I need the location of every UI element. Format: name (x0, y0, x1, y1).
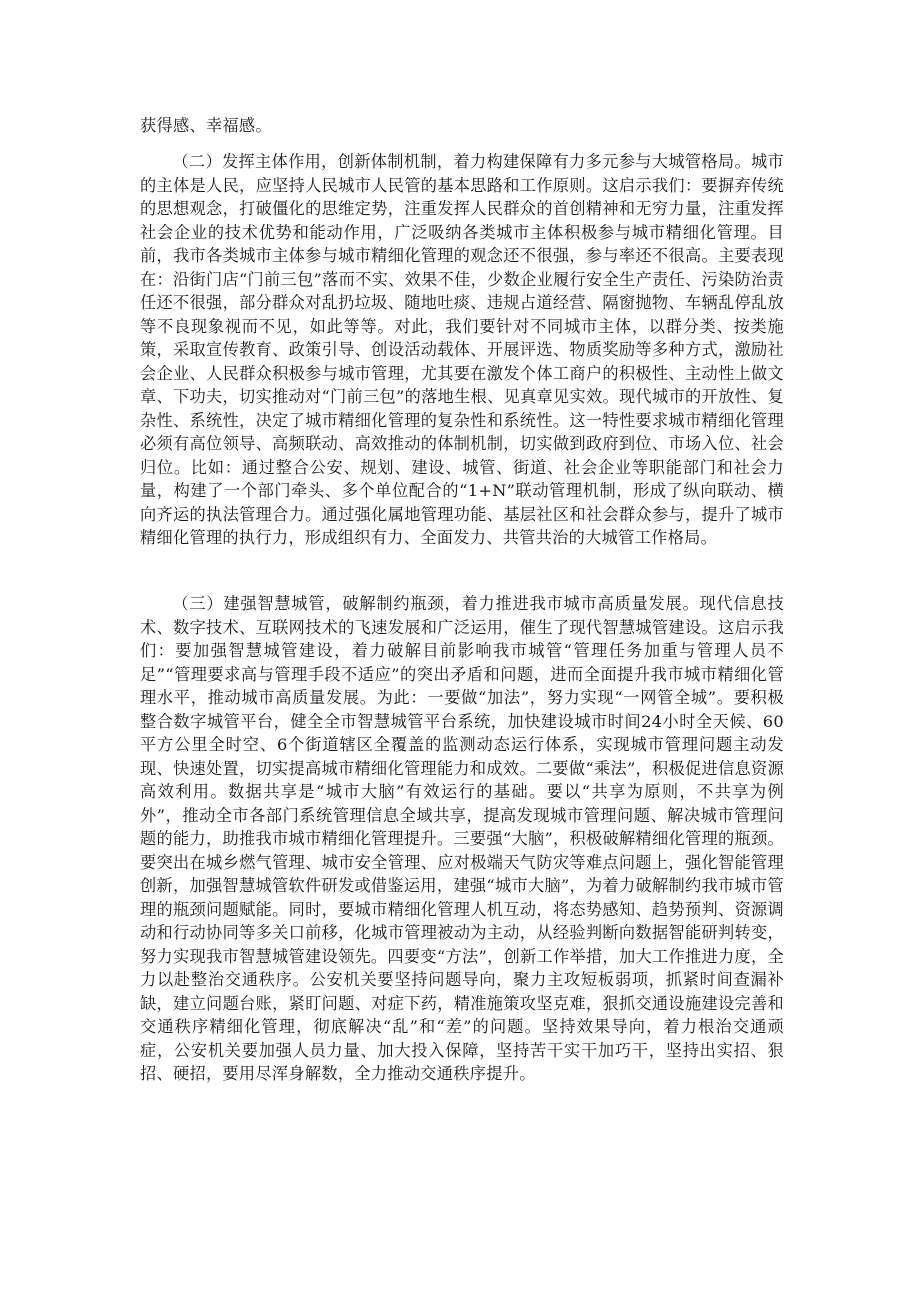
paragraph-section-two: （二）发挥主体作用，创新体制机制，着力构建保障有力多元参与大城管格局。城市的主体是人民，应坚持人民城市人民管的基本思路和工作原则。这启示我们：要摒弃传统的思想观念，打破僵化的思维定势，注重发挥人民群众的首创精神和无穷力量，注重发挥社会企业的技术优势和能动作用，广泛吸纳各类城市主体积极参与城市精细化管理。目前，我市各类城市主体参与城市精细化管理的观念还不很强，参与率还不很高。主要表现在：沿街门店“门前三包”落而不实、效果不佳，少数企业履行安全生产责任、污染防治责任还不很强，部分群众对乱扔垃圾、随地吐痰、违规占道经营、隔窗抛物、车辆乱停乱放等不良现象视而不见，如此等等。对此，我们要针对不同城市主体，以群分类、按类施策，采取宣传教育、政策引导、创设活动载体、开展评选、物质奖励等多种方式，激励社会企业、人民群众积极参与城市管理，尤其要在激发个体工商户的积极性、主动性上做文章、下功夫，切实推动对“门前三包”的落地生根、见真章见实效。现代城市的开放性、复杂性、系统性，决定了城市精细化管理的复杂性和系统性。这一特性要求城市精细化管理必须有高位领导、高频联动、高效推动的体制机制，切实做到政府到位、市场入位、社会归位。比如：通过整合公安、规划、建设、城管、街道、社会企业等职能部门和社会力量，构建了一个部门牵头、多个单位配合的“1+N”联动管理机制，形成了纵向联动、横向齐运的执法管理合力。通过强化属地管理功能、基层社区和社会群众参与，提升了城市精细化管理的执行力，形成组织有力、全面发力、共管共治的大城管工作格局。 (140, 152, 784, 547)
lead-line: 获得感、幸福感。 (140, 116, 272, 135)
section-three (140, 592, 784, 1086)
paragraph-section-three: （三）建强智慧城管，破解制约瓶颈，着力推进我市城市高质量发展。现代信息技术、数字技术、互联网技术的飞速发展和广泛运用，催生了现代智慧城管建设。这启示我们：要加强智慧城管建设，着力破解目前影响我市城管“管理任务加重与管理人员不足”“管理要求高与管理手段不适应”的突出矛盾和问题，进而全面提升我市城市精细化管理水平，推动城市高质量发展。为此：一要做“加法”，努力实现“一网管全城”。要积极整合数字城管平台，健全全市智慧城管平台系统，加快建设城市时间24小时全天候、60平方公里全时空、6个街道辖区全覆盖的监测动态运行体系，实现城市管理问题主动发现、快速处置，切实提高城市精细化管理能力和成效。二要做“乘法”，积极促进信息资源高效利用。数据共享是“城市大脑”有效运行的基础。要以“共享为原则，不共享为例外”，推动全市各部门系统管理信息全域共享，提高发现城市管理问题、解决城市管理问题的能力，助推我市城市精细化管理提升。三要强“大脑”，积极破解精细化管理的瓶颈。要突出在城乡燃气管理、城市安全管理、应对极端天气防灾等难点问题上，强化智能管理创新，加强智慧城管软件研发或借鉴运用，建强“城市大脑”，为着力破解制约我市城市管理的瓶颈问题赋能。同时，要城市精细化管理人机互动，将态势感知、趋势预判、资源调动和行动协同等多关口前移，化城市管理被动为主动，从经验判断向数据智能研判转变，努力实现我市智慧城管建设领先。四要变“方法”，创新工作举措，加大工作推进力度，全力以赴整治交通秩序。公安机关要坚持问题导向，聚力主攻短板弱项，抓紧时间查漏补缺，建立问题台账，紧盯问题、对症下药，精准施策攻坚克难，狠抓交通设施建设完善和交通秩序精细化管理，彻底解决“乱”和“差”的问题。坚持效果导向，着力根治交通顽症，公安机关要加强人员力量、加大投入保障，坚持苦干实干加巧干，坚持出实招、狠招、硬招，要用尽浑身解数，全力推动交通秩序提升。 (140, 594, 784, 1083)
section-two (140, 150, 784, 550)
